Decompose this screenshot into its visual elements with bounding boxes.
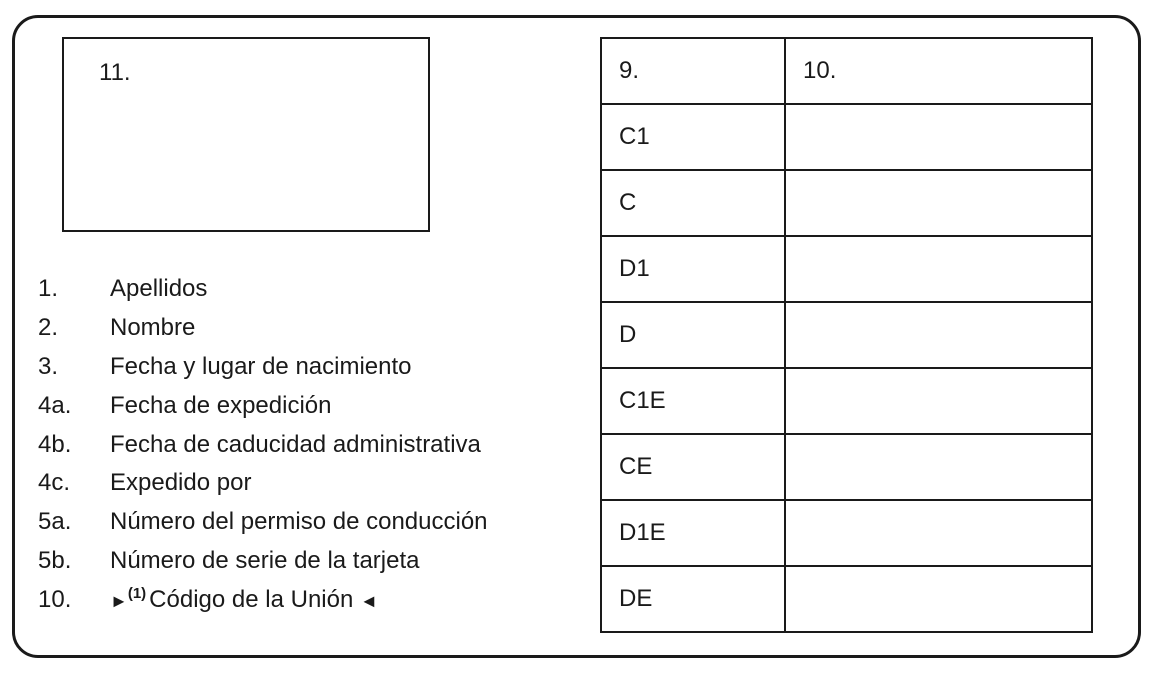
header-cell-9: 9. [601, 38, 785, 104]
field-label: Fecha de expedición [110, 391, 332, 419]
field-label: Número del permiso de conducción [110, 508, 488, 536]
empty-cell [785, 170, 1092, 236]
field-number: 5b. [38, 546, 72, 574]
amendment-open-marker: ► [110, 590, 128, 611]
footnote-reference: (1) [127, 584, 147, 602]
amendment-close-marker: ◄ [359, 590, 378, 611]
category-cell: CE [601, 434, 785, 500]
table-row [601, 434, 1092, 500]
field-item [38, 309, 488, 348]
table-header-row [601, 38, 1092, 104]
field-number: 10. [38, 585, 72, 613]
table-row [601, 368, 1092, 434]
field-label: Apellidos [110, 275, 208, 303]
field-item [38, 464, 488, 503]
field-label: Fecha y lugar de nacimiento [110, 352, 412, 380]
table-row [601, 566, 1092, 632]
empty-cell [785, 500, 1092, 566]
field-label: Fecha de caducidad administrativa [110, 430, 481, 458]
field-number: 3. [38, 352, 59, 380]
field-item [38, 425, 488, 464]
field-number: 4b. [38, 430, 72, 458]
table-row [601, 104, 1092, 170]
field-label: Número de serie de la tarjeta [110, 546, 420, 574]
field-item [38, 503, 488, 542]
field-number: 2. [38, 314, 59, 342]
field-number: 4c. [38, 469, 71, 497]
empty-cell [785, 566, 1092, 632]
empty-cell [785, 368, 1092, 434]
field-legend-list [38, 270, 488, 619]
field-label: Expedido por [110, 469, 252, 497]
table-row [601, 236, 1092, 302]
field-number: 5a. [38, 508, 72, 536]
table-row [601, 302, 1092, 368]
empty-cell [785, 434, 1092, 500]
table-row [601, 500, 1092, 566]
category-cell: C1 [601, 104, 785, 170]
empty-cell [785, 104, 1092, 170]
category-cell: D1 [601, 236, 785, 302]
field-item [38, 580, 488, 619]
empty-cell [785, 302, 1092, 368]
field-label-union-code [110, 586, 378, 614]
empty-cell [785, 236, 1092, 302]
table-row [601, 170, 1092, 236]
category-cell: DE [601, 566, 785, 632]
categories-table [600, 37, 1093, 633]
field-item [38, 386, 488, 425]
photo-box-label: 11. [99, 59, 131, 86]
field-item [38, 270, 488, 309]
header-cell-10: 10. [785, 38, 1092, 104]
category-cell: D [601, 302, 785, 368]
field-item [38, 348, 488, 387]
union-code-label: Código de la Unión [149, 585, 354, 613]
field-item [38, 542, 488, 581]
category-cell: C [601, 170, 785, 236]
category-cell: C1E [601, 368, 785, 434]
field-label: Nombre [110, 314, 196, 342]
category-cell: D1E [601, 500, 785, 566]
photo-box [62, 37, 430, 232]
field-number: 4a. [38, 391, 72, 419]
field-number: 1. [38, 275, 59, 303]
